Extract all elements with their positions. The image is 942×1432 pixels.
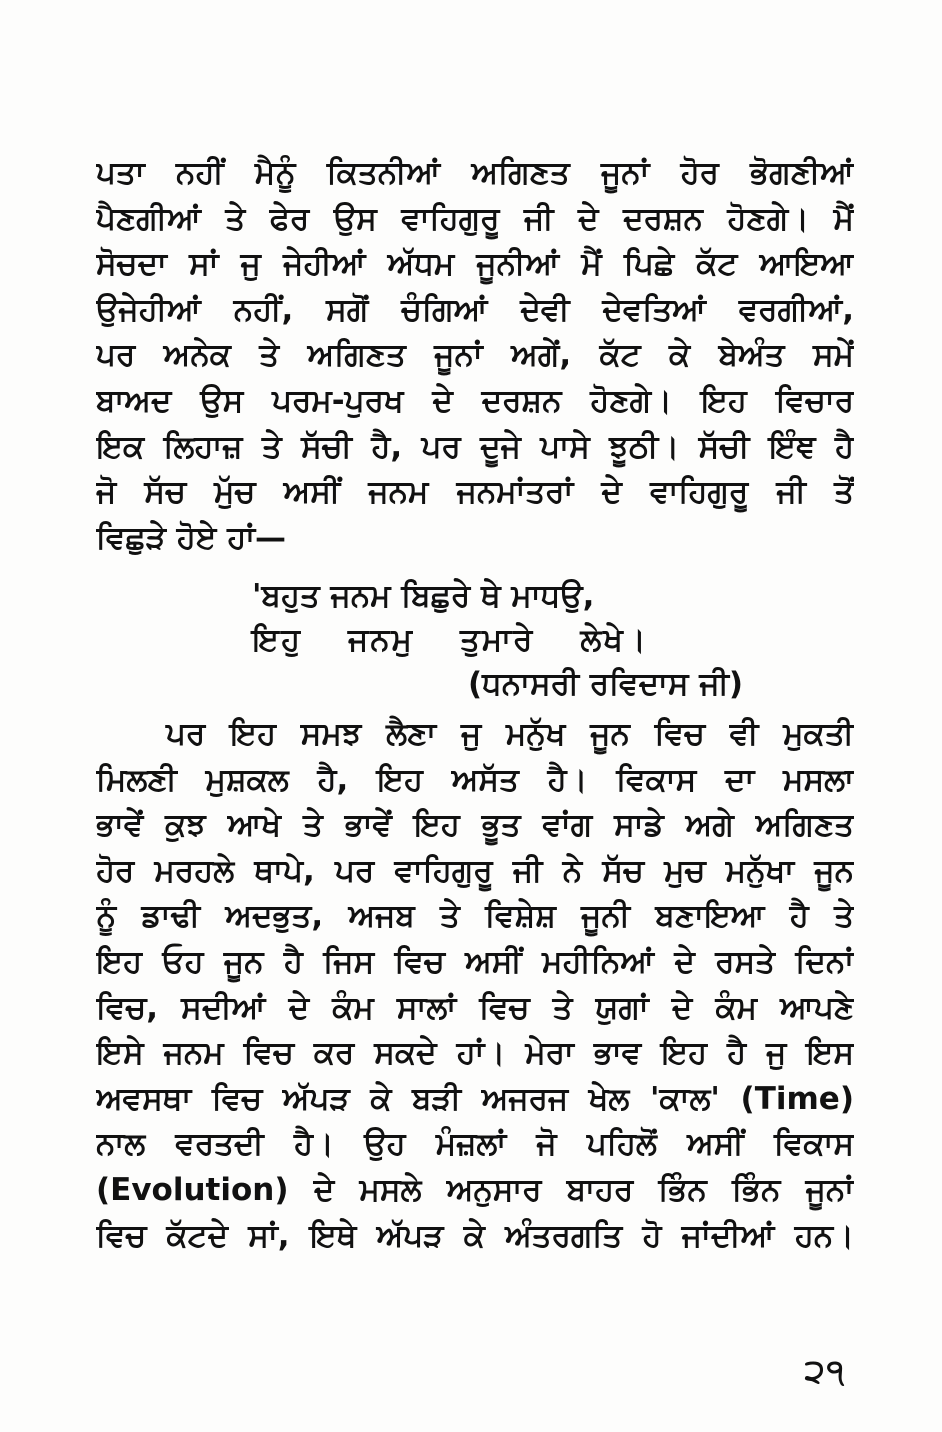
quote-word: ਇਹੁ	[252, 622, 302, 658]
page-number: ੨੧	[804, 1352, 846, 1390]
text-line: ਬਾਅਦ ਉਸ ਪਰਮ-ਪੁਰਖ ਦੇ ਦਰਸ਼ਨ ਹੋਣਗੇ। ਇਹ ਵਿਚਾਰ	[96, 382, 854, 419]
text-line: ਭਾਵੇਂ ਕੁਝ ਆਖੇ ਤੇ ਭਾਵੇਂ ਇਹ ਭੂਤ ਵਾਂਗ ਸਾਡੇ ਅਗੇ ਅਗਿਣਤ	[96, 807, 854, 844]
text-line: ਵਿਚ, ਸਦੀਆਂ ਦੇ ਕੰਮ ਸਾਲਾਂ ਵਿਚ ਤੇ ਯੁਗਾਂ ਦੇ ਕੰਮ ਆਪਣੇ	[96, 989, 854, 1026]
text-line: ਪਰ ਇਹ ਸਮਝ ਲੈਣਾ ਜੁ ਮਨੁੱਖ ਜੂਨ ਵਿਚ ਵੀ ਮੁਕਤੀ	[166, 716, 854, 752]
text-line: ਵਿਚ ਕੱਟਦੇ ਸਾਂ, ਇਥੇ ਅੱਪੜ ਕੇ ਅੰਤਰਗਤਿ ਹੋ ਜਾਂਦੀਆਂ ਹਨ।	[96, 1217, 854, 1254]
text-line: ਪਤਾ ਨਹੀਂ ਮੈਨੂੰ ਕਿਤਨੀਆਂ ਅਗਿਣਤ ਜੂਨਾਂ ਹੋਰ ਭੋਗਣੀਆਂ	[96, 155, 854, 191]
text-line: ਨੂੰ ਡਾਢੀ ਅਦਭੁਤ, ਅਜਬ ਤੇ ਵਿਸ਼ੇਸ਼ ਜੂਨੀ ਬਣਾਇਆ ਹੈ ਤੇ	[96, 898, 854, 935]
text-line: ਵਿਛੁੜੇ ਹੋਏ ਹਾਂ—	[96, 519, 287, 556]
quote-line-2	[252, 618, 800, 662]
text-line: ਨਾਲ ਵਰਤਦੀ ਹੈ। ਉਹ ਮੰਜ਼ਲਾਂ ਜੋ ਪਹਿਲੋਂ ਅਸੀਂ ਵਿਕਾਸ	[96, 1126, 854, 1163]
text-line: ਹੋਰ ਮਰਹਲੇ ਥਾਪੇ, ਪਰ ਵਾਹਿਗੁਰੂ ਜੀ ਨੇ ਸੱਚ ਮੁਚ ਮਨੁੱਖਾ ਜੂਨ	[96, 852, 854, 889]
quote-attribution: (ਧਨਾਸਰੀ ਰਵਿਦਾਸ ਜੀ)	[468, 666, 744, 702]
text-line: ਉਜੇਹੀਆਂ ਨਹੀਂ, ਸਗੋਂ ਚੰਗਿਆਂ ਦੇਵੀ ਦੇਵਤਿਆਂ ਵਰਗੀਆਂ,	[96, 291, 854, 328]
text-line: ਸੋਚਦਾ ਸਾਂ ਜੁ ਜੇਹੀਆਂ ਅੱਧਮ ਜੂਨੀਆਂ ਮੈਂ ਪਿਛੇ ਕੱਟ ਆਇਆ	[96, 246, 854, 283]
paragraph-1	[96, 151, 854, 561]
text-line: ਪਰ ਅਨੇਕ ਤੇ ਅਗਿਣਤ ਜੂਨਾਂ ਅਗੇਂ, ਕੱਟ ਕੇ ਬੇਅੰਤ ਸਮੇਂ	[96, 337, 854, 374]
scripture-quote	[240, 574, 800, 706]
quote-line-1: 'ਬਹੁਤ ਜਨਮ ਬਿਛੁਰੇ ਥੇ ਮਾਧਉ,	[252, 578, 595, 614]
text-line: ਇਸੇ ਜਨਮ ਵਿਚ ਕਰ ਸਕਦੇ ਹਾਂ। ਮੇਰਾ ਭਾਵ ਇਹ ਹੈ ਜੁ ਇਸ	[96, 1035, 854, 1072]
text-line: ਮਿਲਣੀ ਮੁਸ਼ਕਲ ਹੈ, ਇਹ ਅਸੱਤ ਹੈ। ਵਿਕਾਸ ਦਾ ਮਸਲਾ	[96, 761, 854, 798]
text-line: ਇਹ ਓਹ ਜੂਨ ਹੈ ਜਿਸ ਵਿਚ ਅਸੀਂ ਮਹੀਨਿਆਂ ਦੇ ਰਸਤੇ ਦਿਨਾਂ	[96, 943, 854, 980]
quote-word: ਜਨਮੁ	[347, 622, 415, 658]
quote-word: ਤੁਮਾਰੇ	[460, 622, 535, 658]
text-line: (Evolution) ਦੇ ਮਸਲੇ ਅਨੁਸਾਰ ਬਾਹਰ ਭਿੰਨ ਭਿੰਨ ਜੂਨਾਂ	[96, 1171, 854, 1208]
paragraph-2	[96, 712, 854, 1259]
text-line: ਇਕ ਲਿਹਾਜ਼ ਤੇ ਸੱਚੀ ਹੈ, ਪਰ ਦੂਜੇ ਪਾਸੇ ਝੂਠੀ। ਸੱਚੀ ਇੰਞ ਹੈ	[96, 428, 854, 465]
text-line: ਅਵਸਥਾ ਵਿਚ ਅੱਪੜ ਕੇ ਬੜੀ ਅਜਰਜ ਖੇਲ 'ਕਾਲ' (Time)	[96, 1080, 854, 1117]
quote-word: ਲੇਖੇ।	[580, 622, 648, 658]
text-line: ਪੈਣਗੀਆਂ ਤੇ ਫੇਰ ਉਸ ਵਾਹਿਗੁਰੂ ਜੀ ਦੇ ਦਰਸ਼ਨ ਹੋਣਗੇ। ਮੈਂ	[96, 200, 854, 237]
text-line: ਜੋ ਸੱਚ ਮੁੱਚ ਅਸੀਂ ਜਨਮ ਜਨਮਾਂਤਰਾਂ ਦੇ ਵਾਹਿਗੁਰੂ ਜੀ ਤੋਂ	[96, 474, 854, 511]
